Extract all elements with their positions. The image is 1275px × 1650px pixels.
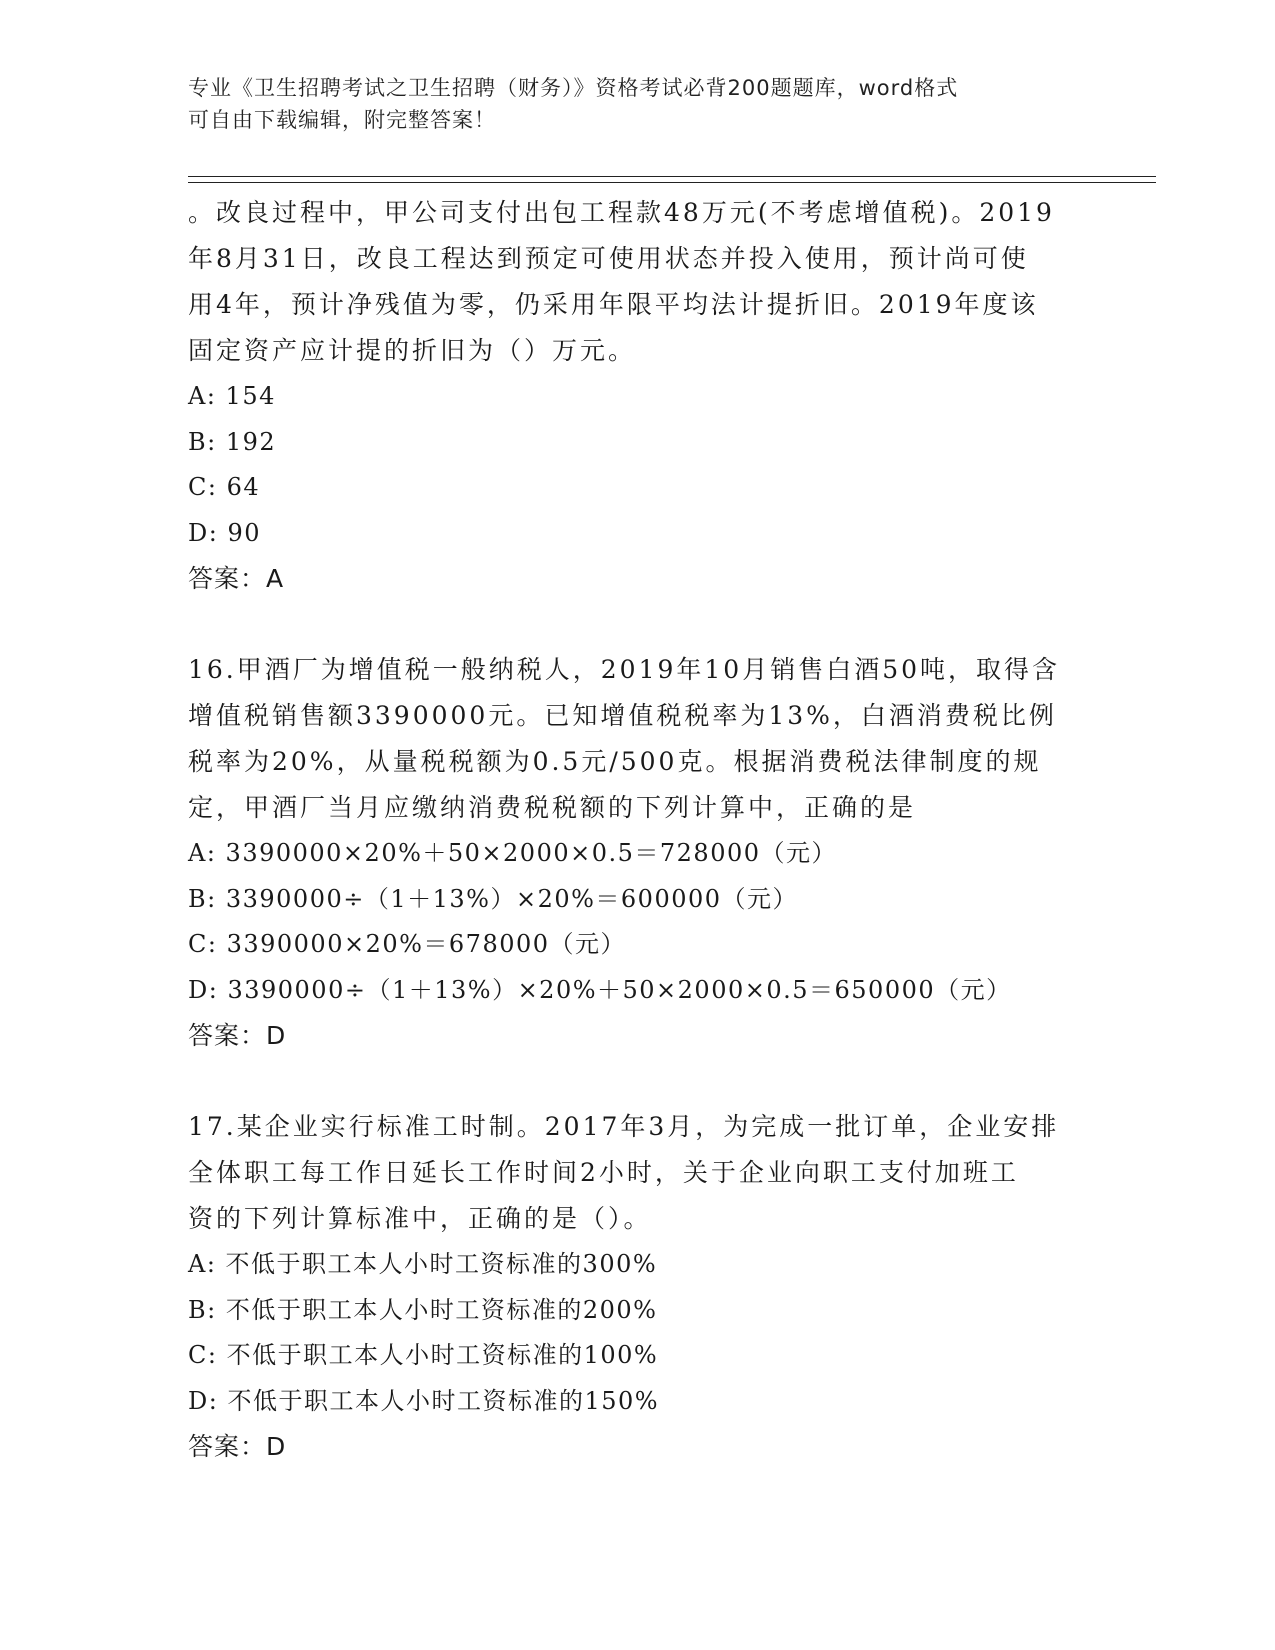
option-c: C: 不低于职工本人小时工资标准的100% [188, 1341, 659, 1369]
question-stem-line: 全体职工每工作日延长工作时间2小时，关于企业向职工支付加班工 [188, 1158, 1019, 1187]
option-b: B: 192 [188, 427, 277, 456]
option-a: A: 不低于职工本人小时工资标准的300% [188, 1250, 658, 1278]
header-divider-top [188, 176, 1156, 177]
question-stem-line: 17.某企业实行标准工时制。2017年3月，为完成一批订单，企业安排 [188, 1112, 1060, 1141]
option-b: B: 不低于职工本人小时工资标准的200% [188, 1295, 658, 1324]
header-title-line-2: 可自由下载编辑，附完整答案！ [188, 108, 496, 132]
spacer [188, 1058, 1088, 1104]
question-stem-line: 16.甲酒厂为增值税一般纳税人，2019年10月销售白酒50吨，取得含 [188, 655, 1061, 684]
option-b: B: 3390000÷（1＋13%）×20%＝600000（元） [188, 884, 799, 913]
answer-line: 答案：D [188, 1021, 287, 1050]
question-list [188, 190, 1088, 1469]
spacer [188, 601, 1088, 647]
question-stem-line: 资的下列计算标准中，正确的是（）。 [188, 1204, 652, 1233]
question-stem-line: 年8月31日，改良工程达到预定可使用状态并投入使用，预计尚可使 [188, 244, 1029, 273]
question-stem-line: 固定资产应计提的折旧为（）万元。 [188, 336, 637, 365]
option-d: D: 90 [188, 518, 261, 547]
question-stem-line: 用4年，预计净残值为零，仍采用年限平均法计提折旧。2019年度该 [188, 290, 1039, 319]
answer-line: 答案：A [188, 564, 285, 593]
header-title-line-1: 专业《卫生招聘考试之卫生招聘（财务）》资格考试必背200题题库，word格式 [188, 76, 959, 100]
option-c: C: 3390000×20%＝678000（元） [188, 930, 627, 958]
option-a: A: 154 [188, 382, 276, 410]
question-block [188, 190, 1088, 601]
option-d: D: 3390000÷（1＋13%）×20%＋50×2000×0.5＝650000（元） [188, 975, 1012, 1004]
question-stem-line: 定，甲酒厂当月应缴纳消费税税额的下列计算中，正确的是 [188, 793, 917, 822]
question-stem-line: 增值税销售额3390000元。已知增值税税率为13%，白酒消费税比例 [188, 701, 1057, 730]
question-stem-line: 税率为20%，从量税税额为0.5元/500克。根据消费税法律制度的规 [188, 747, 1042, 776]
question-stem-line: 。改良过程中，甲公司支付出包工程款48万元(不考虑增值税)。2019 [188, 198, 1055, 227]
header-divider-bottom [188, 182, 1156, 183]
answer-line: 答案：D [188, 1432, 287, 1461]
document-header [188, 72, 1088, 136]
question-block [188, 1104, 1088, 1469]
question-block [188, 647, 1088, 1058]
option-d: D: 不低于职工本人小时工资标准的150% [188, 1386, 660, 1415]
option-a: A: 3390000×20%＋50×2000×0.5＝728000（元） [188, 839, 838, 867]
option-c: C: 64 [188, 473, 261, 501]
